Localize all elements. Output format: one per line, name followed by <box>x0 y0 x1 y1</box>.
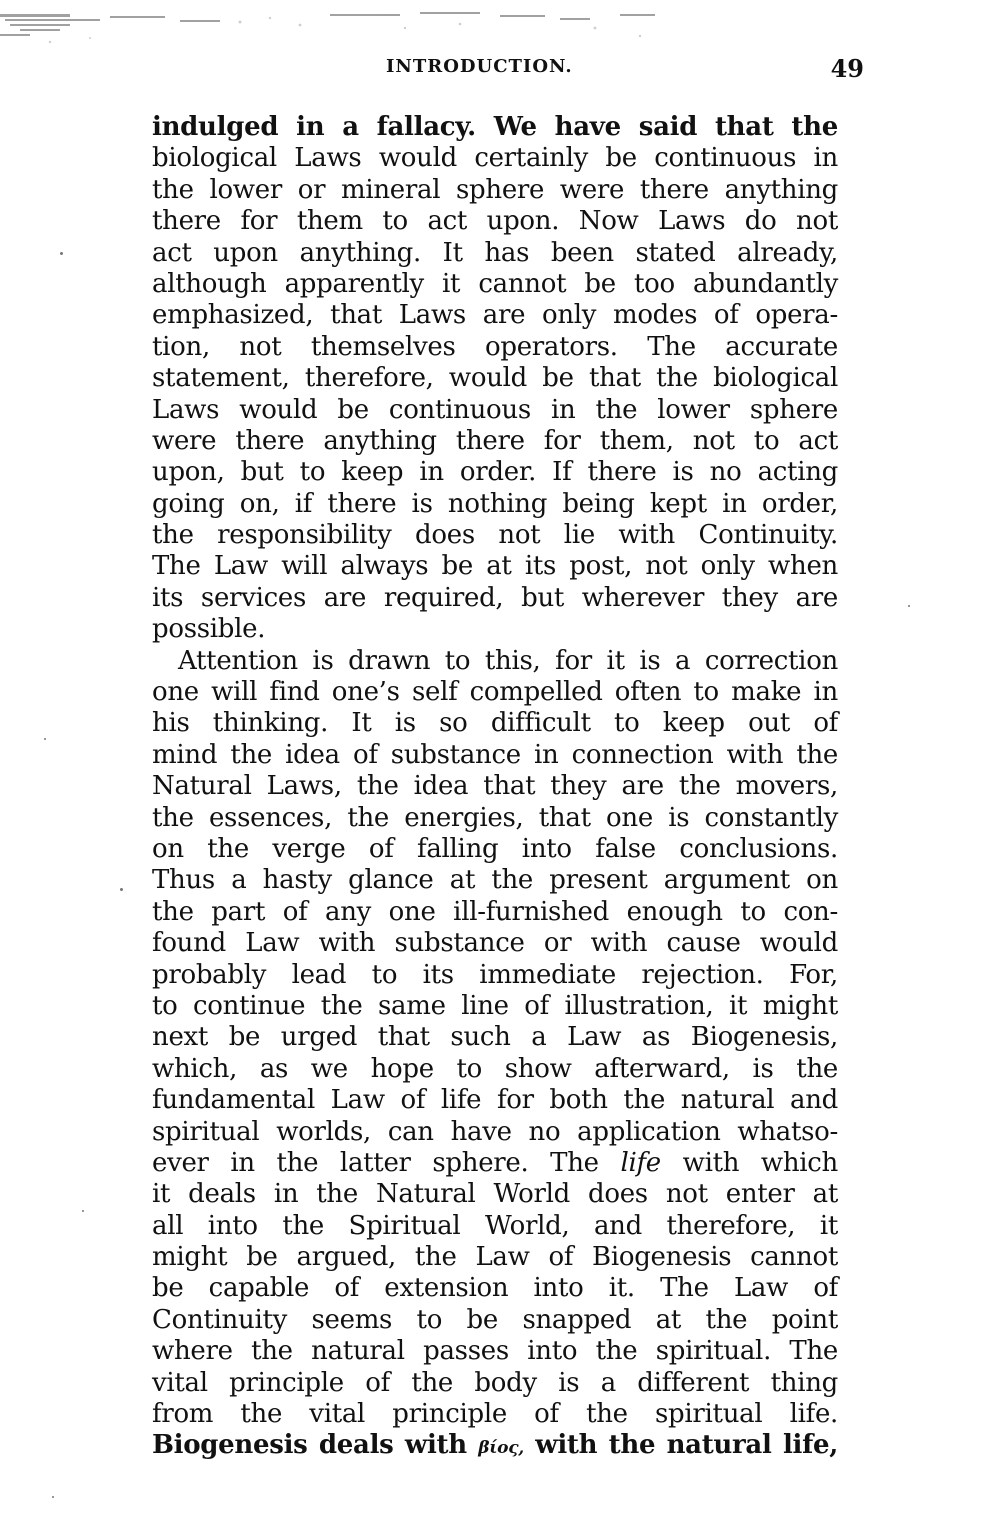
text-line: be capable of extension into it. The Law of <box>152 1273 838 1304</box>
text-line: act upon anything. It has been stated already, <box>152 237 838 268</box>
page-number: 49 <box>830 54 864 83</box>
running-header <box>386 56 864 86</box>
text-line: The Law will always be at its post, not only when <box>152 551 838 582</box>
text-line <box>152 1148 838 1179</box>
text-line: emphasized, that Laws are only modes of opera- <box>152 300 838 331</box>
scan-speck <box>120 888 123 891</box>
text-line: biological Laws would certainly be continuous in <box>152 143 838 174</box>
text-line: were there anything there for them, not to act <box>152 425 838 456</box>
text-line: going on, if there is nothing being kept in order, <box>152 488 838 519</box>
text-line: fundamental Law of life for both the natural and <box>152 1085 838 1116</box>
text-line: found Law with substance or with cause would <box>152 928 838 959</box>
text-line <box>152 1430 838 1461</box>
text-line: Attention is drawn to this, for it is a correction <box>178 645 838 676</box>
text-line: Thus a hasty glance at the present argument on <box>152 865 838 896</box>
text-line: vital principle of the body is a different thing <box>152 1367 838 1398</box>
text-line: Laws would be continuous in the lower sphere <box>152 394 838 425</box>
text-line: statement, therefore, would be that the biological <box>152 363 838 394</box>
text-line: possible. <box>152 614 266 645</box>
scan-speck <box>908 605 910 607</box>
text-line: on the verge of falling into false conclusions. <box>152 833 838 864</box>
scan-speck <box>60 252 63 255</box>
text-line: from the vital principle of the spiritual life. <box>152 1399 838 1430</box>
text-line: to continue the same line of illustration, it might <box>152 990 838 1021</box>
text-line: upon, but to keep in order. If there is no acting <box>152 457 838 488</box>
text-line: its services are required, but wherever they are <box>152 582 838 613</box>
scan-speck <box>52 1496 54 1498</box>
text-segment: Biogenesis deals with <box>152 1430 467 1461</box>
text-line: which, as we hope to show afterward, is the <box>152 1053 838 1084</box>
text-line: the responsibility does not lie with Continuity. <box>152 520 838 551</box>
text-line: it deals in the Natural World does not enter at <box>152 1179 838 1210</box>
text-line: probably lead to its immediate rejection. For, <box>152 959 838 990</box>
text-line: there for them to act upon. Now Laws do not <box>152 206 838 237</box>
text-line: next be urged that such a Law as Biogenesis, <box>152 1022 838 1053</box>
text-line: Natural Laws, the idea that they are the movers, <box>152 771 838 802</box>
text-line: indulged in a fallacy. We have said that the <box>152 112 838 142</box>
text-line: one will find one’s self compelled often to make in <box>152 677 838 708</box>
body-text <box>152 112 838 1462</box>
text-line: the part of any one ill-furnished enough to con- <box>152 896 838 927</box>
scan-smudge-decoration <box>0 0 700 55</box>
text-line: where the natural passes into the spiritual. The <box>152 1336 838 1367</box>
text-line: spiritual worlds, can have no application whatso- <box>152 1116 838 1147</box>
running-title: INTRODUCTION. <box>386 56 573 77</box>
scan-speck <box>82 1210 84 1212</box>
greek-word: βίος, <box>478 1438 524 1459</box>
scan-speck <box>44 738 46 740</box>
text-line: mind the idea of substance in connection with the <box>152 739 838 770</box>
text-line: might be argued, the Law of Biogenesis cannot <box>152 1242 838 1273</box>
text-line: all into the Spiritual World, and therefore, it <box>152 1210 838 1241</box>
text-line: tion, not themselves operators. The accurate <box>152 331 838 362</box>
text-segment: ever in the latter sphere. The <box>152 1147 599 1178</box>
text-line: the lower or mineral sphere were there anything <box>152 174 838 205</box>
text-segment: with the natural life, <box>535 1430 838 1461</box>
italic-word: life <box>620 1147 661 1178</box>
text-line: the essences, the energies, that one is constantly <box>152 802 838 833</box>
text-line: his thinking. It is so difficult to keep out of <box>152 708 838 739</box>
text-segment: with which <box>682 1147 838 1178</box>
text-line: Continuity seems to be snapped at the point <box>152 1304 838 1335</box>
text-line: although apparently it cannot be too abundantly <box>152 268 838 299</box>
